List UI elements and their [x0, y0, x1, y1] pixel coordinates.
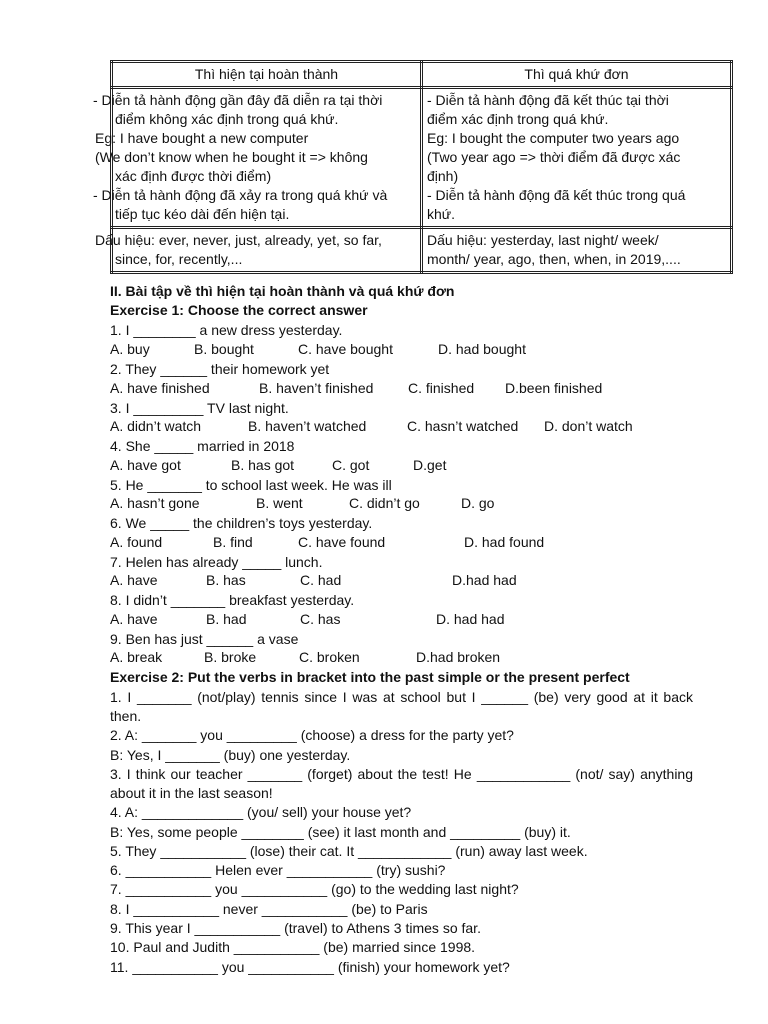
option-c: C. have bought	[298, 341, 393, 357]
options-row-9	[110, 649, 730, 668]
option-b: B. haven’t watched	[248, 418, 367, 434]
option-a: A. buy	[110, 341, 150, 357]
present-perfect-usage-cell	[93, 88, 422, 228]
options-row-8	[110, 611, 730, 630]
option-c: C. got	[332, 457, 370, 473]
ex2-question-5: 5. They ___________ (lose) their cat. It ____________ (run) away last week.	[110, 843, 588, 859]
option-d: D.been finished	[505, 380, 603, 396]
option-b: B. went	[256, 495, 303, 511]
table-signal-row	[112, 228, 732, 273]
header-present-perfect: Thì hiện tại hoàn thành	[112, 62, 422, 88]
table-line: - Diễn tả hành động gần đây đã diễn ra tại thời	[93, 92, 383, 108]
table-line: month/ year, ago, then, when, in 2019,....	[427, 251, 681, 267]
question-6: 6. We _____ the children’s toys yesterday.	[110, 515, 373, 531]
option-a: A. found	[110, 534, 163, 550]
options-row-2	[110, 380, 730, 399]
option-a: A. hasn’t gone	[110, 495, 200, 511]
exercise1-title: Exercise 1: Choose the correct answer	[110, 302, 368, 318]
options-row-4	[110, 457, 730, 476]
option-c: C. had	[300, 572, 342, 588]
table-line: điểm không xác định trong quá khứ.	[115, 111, 339, 127]
table-line: Dấu hiệu: yesterday, last night/ week/	[427, 232, 659, 248]
question-4: 4. She _____ married in 2018	[110, 438, 295, 454]
table-line: tiếp tục kéo dài đến hiện tại.	[115, 206, 290, 222]
option-d: D. had bought	[438, 341, 526, 357]
option-a: A. have	[110, 611, 158, 627]
header-past-simple: Thì quá khứ đơn	[422, 62, 732, 88]
option-b: B. has got	[231, 457, 295, 473]
option-c: C. didn’t go	[349, 495, 420, 511]
ex2-question-8: 8. I ___________ never ___________ (be) to Paris	[110, 901, 428, 917]
option-c: C. have found	[298, 534, 386, 550]
option-c: C. hasn’t watched	[407, 418, 519, 434]
options-row-7	[110, 572, 730, 591]
option-b: B. has	[206, 572, 246, 588]
ex2-question-2b: B: Yes, I _______ (buy) one yesterday.	[110, 747, 351, 763]
option-c: C. broken	[299, 649, 360, 665]
past-simple-usage-cell	[422, 88, 732, 228]
table-usage-row	[112, 88, 732, 228]
ex2-question-4b: B: Yes, some people ________ (see) it last month and _________ (buy) it.	[110, 824, 571, 840]
option-d: D. don’t watch	[544, 418, 633, 434]
table-line: Eg: I have bought a new computer	[95, 130, 309, 146]
ex2-question-1: 1. I _______ (not/play) tennis since I was at school but I ______ (be) very good at it back then.	[110, 689, 693, 725]
ex2-question-10: 10. Paul and Judith ___________ (be) married since 1998.	[110, 939, 476, 955]
question-1: 1. I ________ a new dress yesterday.	[110, 322, 343, 338]
option-b: B. bought	[194, 341, 254, 357]
table-line: since, for, recently,...	[115, 251, 243, 267]
table-line: - Diễn tả hành động đã kết thúc trong quá	[427, 187, 686, 203]
table-line: điểm xác định trong quá khứ.	[427, 111, 609, 127]
option-d: D.get	[413, 457, 447, 473]
question-3: 3. I _________ TV last night.	[110, 400, 289, 416]
table-line: xác định được thời điểm)	[115, 168, 272, 184]
question-9: 9. Ben has just ______ a vase	[110, 631, 299, 647]
table-line: định)	[427, 168, 459, 184]
ex2-question-6: 6. ___________ Helen ever ___________ (try) sushi?	[110, 862, 446, 878]
table-header-row	[112, 62, 732, 88]
option-a: A. have got	[110, 457, 181, 473]
ex2-question-7: 7. ___________ you ___________ (go) to the wedding last night?	[110, 881, 519, 897]
ex2-question-9: 9. This year I ___________ (travel) to Athens 3 times so far.	[110, 920, 481, 936]
question-8: 8. I didn’t _______ breakfast yesterday.	[110, 592, 355, 608]
option-b: B. find	[213, 534, 253, 550]
comparison-table	[93, 60, 733, 274]
option-d: D. had had	[436, 611, 505, 627]
option-b: B. broke	[204, 649, 257, 665]
option-d: D. go	[461, 495, 495, 511]
question-5: 5. He _______ to school last week. He was ill	[110, 477, 392, 493]
options-row-1	[110, 341, 730, 360]
table-line: (We don’t know when he bought it => không	[95, 149, 368, 165]
options-row-3	[110, 418, 730, 437]
ex2-question-11: 11. ___________ you ___________ (finish) your homework yet?	[110, 959, 510, 975]
option-d: D.had broken	[416, 649, 501, 665]
past-simple-signal-cell	[422, 228, 732, 273]
table-line: Dấu hiệu: ever, never, just, already, yet, so far,	[95, 232, 382, 248]
ex2-question-3: 3. I think our teacher _______ (forget) about the test! He ____________ (not/ say) anything about it in the last season!	[110, 766, 693, 802]
table-line: (Two year ago => thời điểm đã được xác	[427, 149, 681, 165]
table-line: - Diễn tả hành động đã kết thúc tại thời	[427, 92, 669, 108]
option-a: A. have	[110, 572, 158, 588]
ex2-question-4a: 4. A: _____________ (you/ sell) your house yet?	[110, 804, 412, 820]
option-c: C. finished	[408, 380, 475, 396]
section-title: II. Bài tập về thì hiện tại hoàn thành và quá khứ đơn	[110, 283, 455, 299]
table-line: - Diễn tả hành động đã xảy ra trong quá khứ và	[93, 187, 388, 203]
table-line: khứ.	[427, 206, 456, 222]
present-perfect-signal-cell	[95, 228, 422, 273]
option-d: D.had had	[452, 572, 517, 588]
option-d: D. had found	[464, 534, 545, 550]
option-b: B. had	[206, 611, 247, 627]
exercise2-title: Exercise 2: Put the verbs in bracket into the past simple or the present perfect	[110, 669, 630, 685]
option-b: B. haven’t finished	[259, 380, 374, 396]
ex2-question-2a: 2. A: _______ you _________ (choose) a dress for the party yet?	[110, 727, 514, 743]
option-a: A. have finished	[110, 380, 210, 396]
options-row-6	[110, 534, 730, 553]
option-a: A. didn’t watch	[110, 418, 202, 434]
question-7: 7. Helen has already _____ lunch.	[110, 554, 323, 570]
option-c: C. has	[300, 611, 341, 627]
question-2: 2. They ______ their homework yet	[110, 361, 330, 377]
table-line: Eg: I bought the computer two years ago	[427, 130, 680, 146]
options-row-5	[110, 495, 730, 514]
option-a: A. break	[110, 649, 163, 665]
